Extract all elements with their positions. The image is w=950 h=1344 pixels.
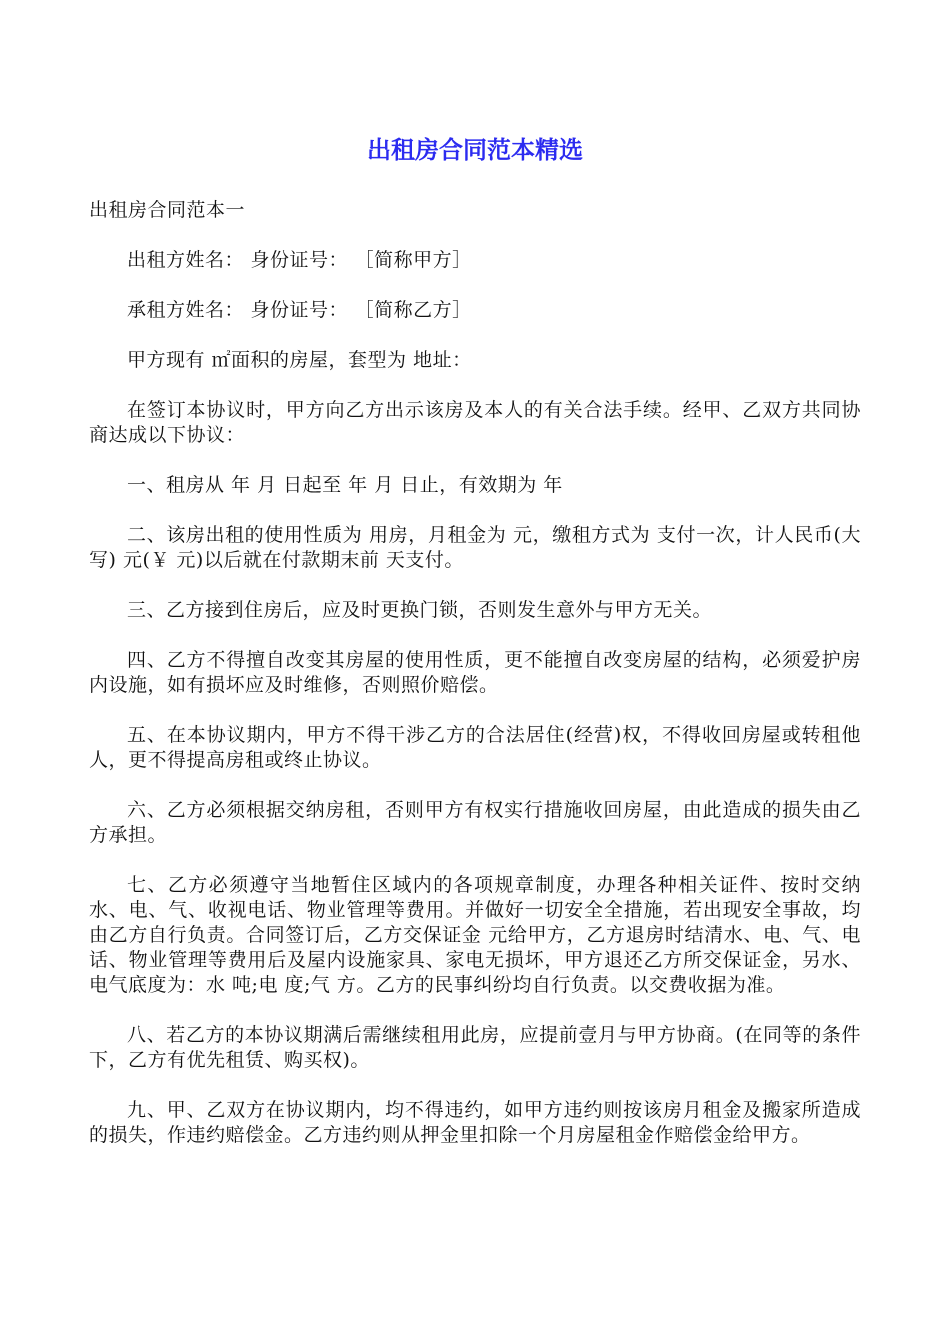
clause-5: 五、在本协议期内，甲方不得干涉乙方的合法居住(经营)权，不得收回房屋或转租他人，更不得提高房租或终止协议。 [89, 724, 861, 771]
paragraph-lessor: 出租方姓名： 身份证号： ［简称甲方］ [127, 249, 472, 271]
document-title: 出租房合同范本精选 [367, 136, 583, 164]
clause-1: 一、租房从 年 月 日起至 年 月 日止，有效期为 年 [127, 474, 563, 496]
clause-3: 三、乙方接到住房后，应及时更换门锁，否则发生意外与甲方无关。 [127, 599, 713, 621]
clause-6: 六、乙方必须根据交纳房租，否则甲方有权实行措施收回房屋，由此造成的损失由乙方承担。 [89, 799, 861, 846]
document-body [89, 198, 861, 1173]
clause-4: 四、乙方不得擅自改变其房屋的使用性质，更不能擅自改变房屋的结构，必须爱护房内设施，如有损坏应及时维修，否则照价赔偿。 [89, 649, 861, 696]
paragraph-preamble: 在签订本协议时，甲方向乙方出示该房及本人的有关合法手续。经甲、乙双方共同协商达成以下协议： [89, 399, 861, 446]
section-heading: 出租房合同范本一 [89, 199, 246, 221]
clause-2: 二、该房出租的使用性质为 用房，月租金为 元，缴租方式为 支付一次，计人民币(大写) 元(￥ 元)以后就在付款期末前 天支付。 [89, 524, 861, 571]
clause-9: 九、甲、乙双方在协议期内，均不得违约，如甲方违约则按该房月租金及搬家所造成的损失，作违约赔偿金。乙方违约则从押金里扣除一个月房屋租金作赔偿金给甲方。 [89, 1099, 861, 1146]
clause-8: 八、若乙方的本协议期满后需继续租用此房，应提前壹月与甲方协商。(在同等的条件下，乙方有优先租赁、购买权)。 [89, 1024, 861, 1071]
paragraph-property: 甲方现有 ㎡面积的房屋，套型为 地址： [127, 349, 472, 371]
clause-7: 七、乙方必须遵守当地暂住区域内的各项规章制度，办理各种相关证件、按时交纳水、电、气、收视电话、物业管理等费用。并做好一切安全全措施，若出现安全事故，均由乙方自行负责。合同签订后，乙方交保证金 元给甲方，乙方退房时结清水、电、气、电话、物业管理等费用后及屋内设施家具、家电无损坏，甲方退还乙方所交保证金，另水、电气底度为：水 吨;电 度;气 方。乙方的民事纠纷均自行负责。以交费收据为准。 [89, 874, 861, 996]
paragraph-lessee: 承租方姓名： 身份证号： ［简称乙方］ [127, 299, 472, 321]
